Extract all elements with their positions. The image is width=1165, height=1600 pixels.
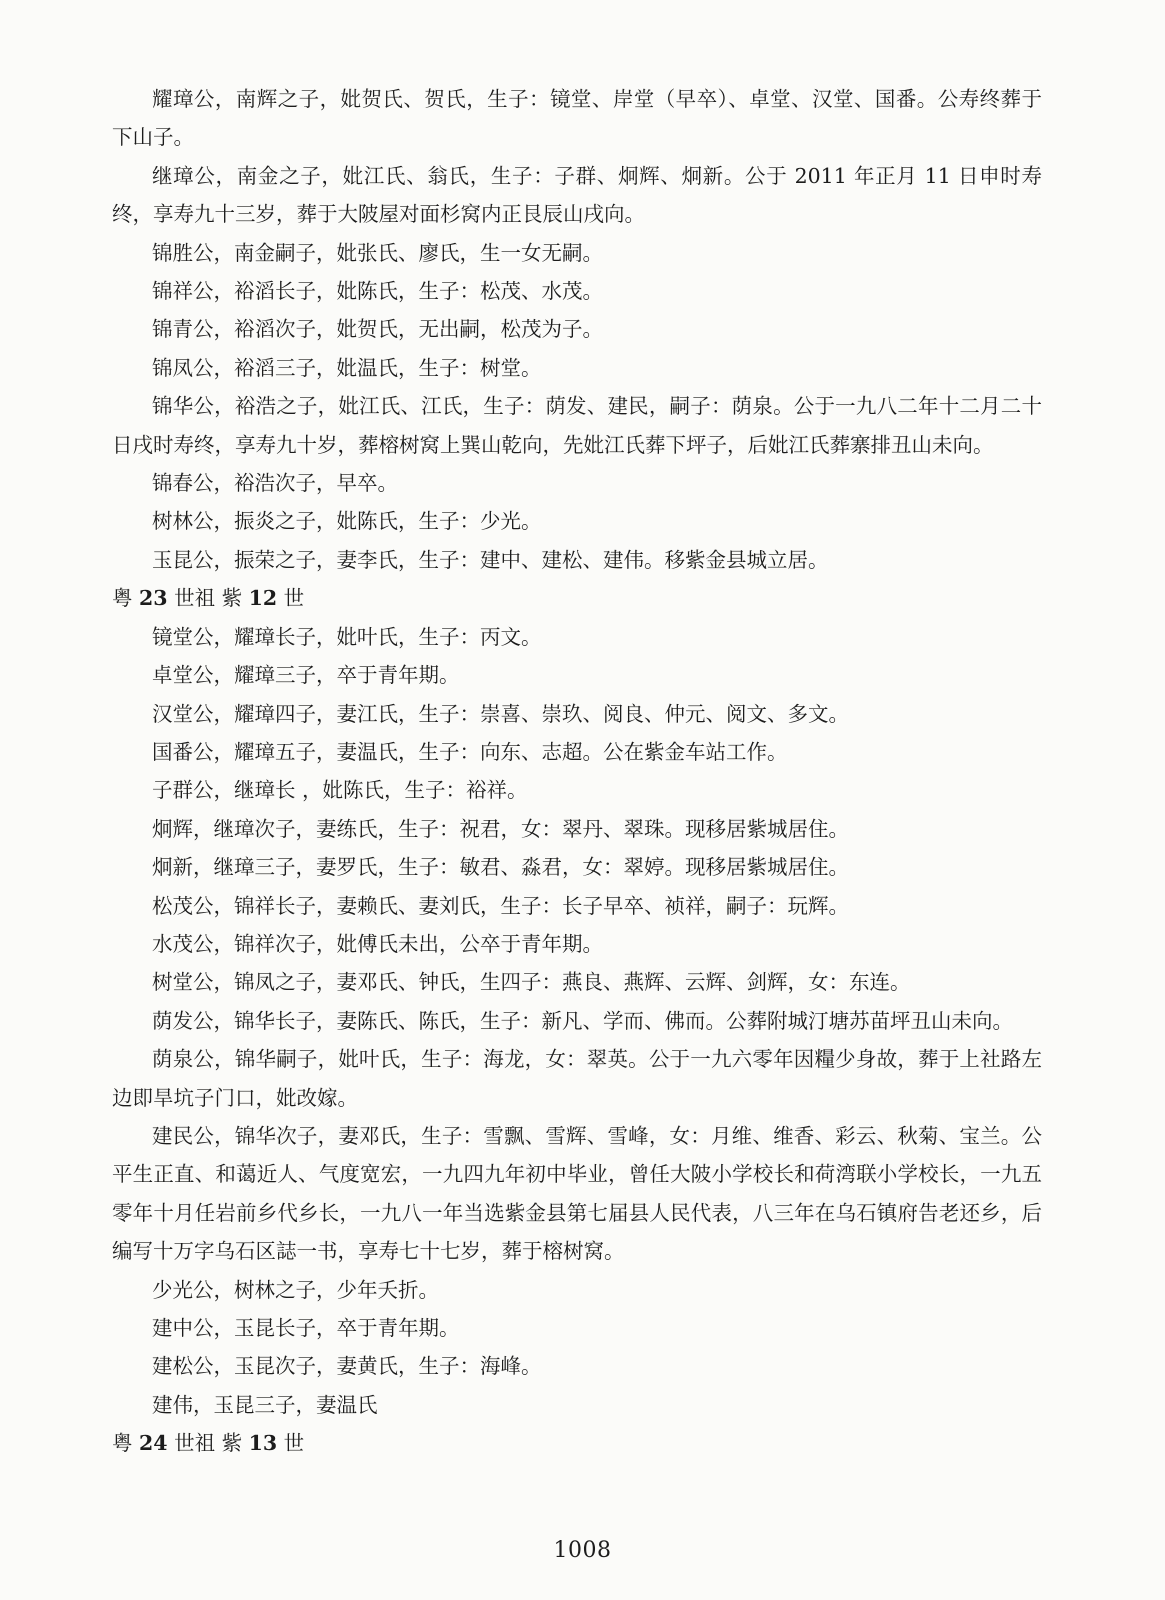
entry-paragraph: 建伟，玉昆三子，妻温氏 xyxy=(152,1392,378,1417)
entry-paragraph: 耀璋公，南辉之子，妣贺氏、贺氏，生子：镜堂、岸堂（早卒）、卓堂、汉堂、国番。公寿终葬于下山子。 xyxy=(112,87,1042,150)
entry-paragraph: 树林公，振炎之子，妣陈氏，生子：少光。 xyxy=(152,509,542,534)
entry-paragraph: 建中公，玉昆长子，卒于青年期。 xyxy=(152,1316,460,1340)
entry-paragraph: 建松公，玉昆次子，妻黄氏，生子：海峰。 xyxy=(152,1354,542,1379)
entry-paragraph: 子群公，继璋长 ，妣陈氏，生子：裕祥。 xyxy=(152,778,528,803)
entry-paragraph: 锦春公，裕浩次子，早卒。 xyxy=(152,471,398,496)
entry-paragraph: 炯辉，继璋次子，妻练氏，生子：祝君，女：翠丹、翠珠。现移居紫城居住。 xyxy=(152,816,849,841)
entry-paragraph: 锦华公，裕浩之子，妣江氏、江氏，生子：荫发、建民，嗣子：荫泉。公于一九八二年十二月二十日戌时寿终，享寿九十岁，葬榕树窝上巽山乾向，先妣江氏葬下坪子，后妣江氏葬寨排丑山未向。 xyxy=(112,394,1042,457)
entry-paragraph: 锦青公，裕滔次子，妣贺氏，无出嗣，松茂为子。 xyxy=(152,317,603,342)
entry-paragraph: 锦凤公，裕滔三子，妣温氏，生子：树堂。 xyxy=(152,355,542,380)
entry-paragraph: 树堂公，锦凤之子，妻邓氏、钟氏，生四子：燕良、燕辉、云辉、剑辉，女：东连。 xyxy=(152,970,911,995)
entry-paragraph: 玉昆公，振荣之子，妻李氏，生子：建中、建松、建伟。移紫金县城立居。 xyxy=(152,547,829,572)
entry-paragraph: 荫泉公，锦华嗣子，妣叶氏，生子：海龙，女：翠英。公于一九六零年因糧少身故，葬于上社路左边即旱坑子门口，妣改嫁。 xyxy=(112,1047,1042,1110)
generation-heading: 粤 23 世祖 紫 12 世 xyxy=(112,586,305,611)
entry-paragraph: 汉堂公，耀璋四子，妻江氏，生子：崇喜、崇玖、阅良、仲元、阅文、多文。 xyxy=(152,701,849,726)
entry-paragraph: 松茂公，锦祥长子，妻赖氏、妻刘氏，生子：长子早卒、祯祥，嗣子：玩辉。 xyxy=(152,893,849,918)
entry-paragraph: 镜堂公，耀璋长子，妣叶氏，生子：丙文。 xyxy=(152,624,542,649)
entries-generation-12 xyxy=(112,618,1042,1425)
entry-paragraph: 锦祥公，裕滔长子，妣陈氏，生子：松茂、水茂。 xyxy=(152,279,603,304)
entries-generation-11 xyxy=(112,80,1042,579)
entry-paragraph: 炯新，继璋三子，妻罗氏，生子：敏君、淼君，女：翠婷。现移居紫城居住。 xyxy=(152,855,849,880)
page-number: 1008 xyxy=(553,1538,612,1563)
entry-paragraph: 国番公，耀璋五子，妻温氏，生子：向东、志超。公在紫金车站工作。 xyxy=(152,739,788,764)
entry-paragraph: 少光公，树林之子，少年夭折。 xyxy=(152,1277,439,1302)
entry-paragraph: 荫发公，锦华长子，妻陈氏、陈氏，生子：新凡、学而、佛而。公葬附城汀塘苏苗坪丑山未向。 xyxy=(152,1008,1013,1033)
page-body xyxy=(112,80,1042,1463)
entry-paragraph: 建民公，锦华次子，妻邓氏，生子：雪飘、雪辉、雪峰，女：月维、维香、彩云、秋菊、宝兰。公平生正直、和蔼近人、气度宽宏，一九四九年初中毕业，曾任大陂小学校长和荷湾联小学校长，一九五零年十月任岩前乡代乡长，一九八一年当选紫金县第七届县人民代表，八三年在乌石镇府告老还乡，后编写十万字乌石区誌一书，享寿七十七岁，葬于榕树窝。 xyxy=(112,1123,1042,1264)
entry-paragraph: 锦胜公，南金嗣子，妣张氏、廖氏，生一女无嗣。 xyxy=(152,240,603,265)
generation-heading: 粤 24 世祖 紫 13 世 xyxy=(112,1431,305,1456)
entry-paragraph: 卓堂公，耀璋三子，卒于青年期。 xyxy=(152,663,460,688)
entry-paragraph: 水茂公，锦祥次子，妣傅氏未出，公卒于青年期。 xyxy=(152,931,603,956)
entry-paragraph: 继璋公，南金之子，妣江氏、翁氏，生子：子群、炯辉、炯新。公于 2011 年正月 11 日申时寿终，享寿九十三岁，葬于大陂屋对面杉窝内正艮辰山戌向。 xyxy=(112,163,1042,227)
